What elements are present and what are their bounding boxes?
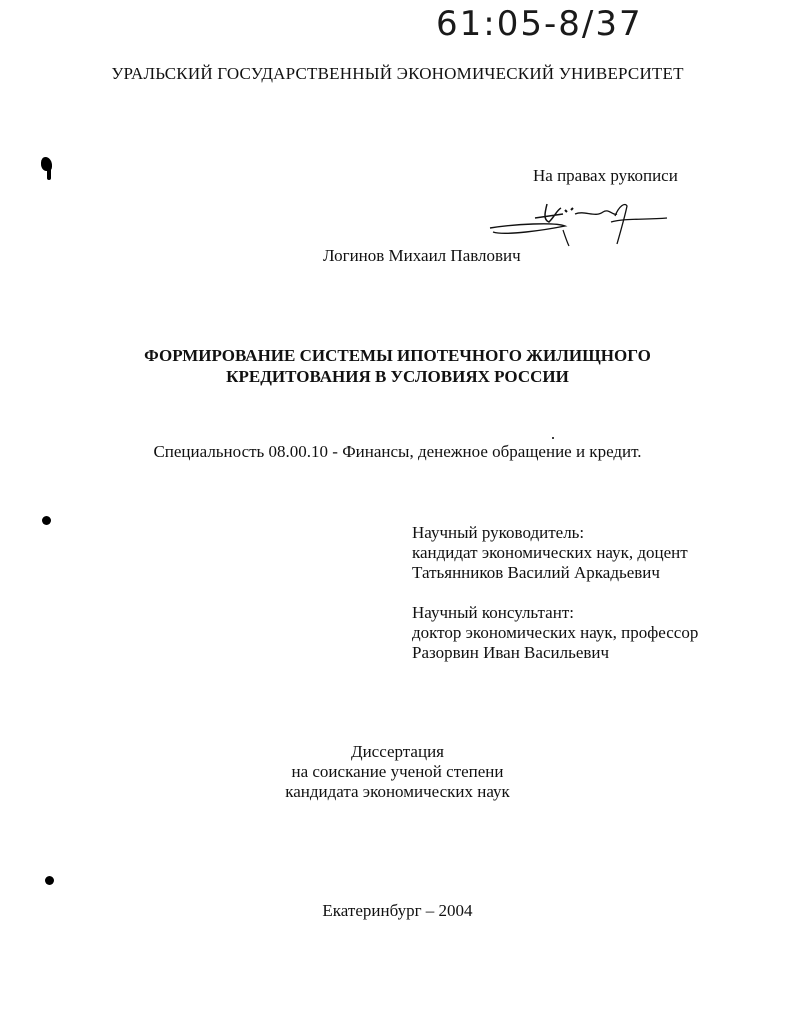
handwritten-archive-number: 61:05-8/37 (436, 4, 643, 44)
dissertation-block (0, 742, 795, 802)
supervisor-block (412, 523, 688, 583)
dissertation-line-2: на соискание ученой степени (291, 762, 504, 781)
consultant-role: Научный консультант: (412, 603, 574, 622)
author-name: Логинов Михаил Павлович (323, 246, 521, 265)
city-year: Екатеринбург – 2004 (322, 901, 473, 920)
scan-mark (47, 168, 51, 180)
title-line-2: КРЕДИТОВАНИЯ В УСЛОВИЯХ РОССИИ (226, 367, 569, 386)
dissertation-title (0, 345, 795, 387)
dissertation-line-1: Диссертация (350, 742, 444, 761)
title-line-1: ФОРМИРОВАНИЕ СИСТЕМЫ ИПОТЕЧНОГО ЖИЛИЩНОГО (144, 346, 651, 365)
specialty: Специальность 08.00.10 - Финансы, денежное обращение и кредит. (153, 442, 642, 461)
manuscript-note: На правах рукописи (533, 166, 678, 185)
supervisor-name: Татьянников Василий Аркадьевич (412, 563, 660, 582)
university-name: УРАЛЬСКИЙ ГОСУДАРСТВЕННЫЙ ЭКОНОМИЧЕСКИЙ УНИВЕРСИТЕТ (111, 64, 684, 83)
dissertation-line-3: кандидата экономических наук (285, 782, 510, 801)
consultant-name: Разорвин Иван Васильевич (412, 643, 610, 662)
consultant-block (412, 603, 698, 663)
scan-speck (552, 437, 554, 439)
scan-mark (45, 876, 54, 885)
supervisor-degree: кандидат экономических наук, доцент (412, 543, 688, 562)
supervisor-role: Научный руководитель: (412, 523, 585, 542)
signature (485, 196, 675, 248)
scan-mark (42, 516, 51, 525)
consultant-degree: доктор экономических наук, профессор (412, 623, 699, 642)
